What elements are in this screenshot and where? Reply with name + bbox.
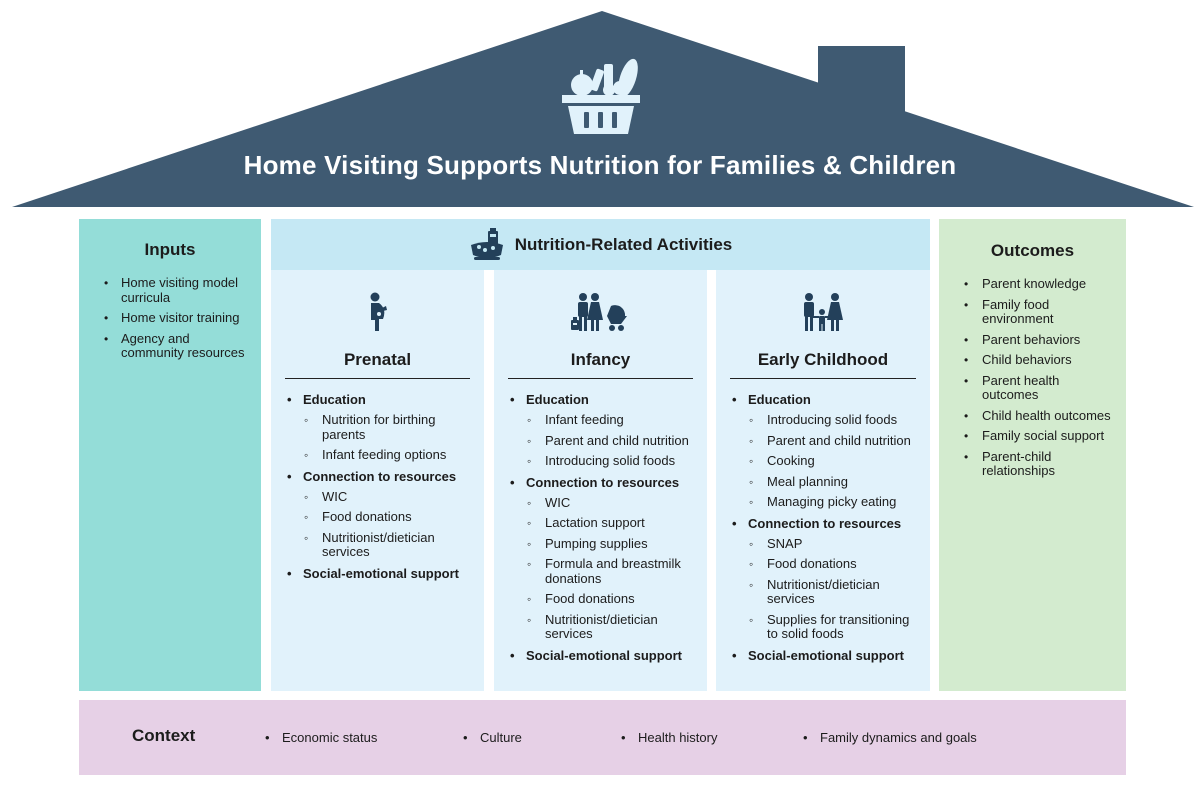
outcomes-title: Outcomes — [990, 241, 1075, 260]
list-item: ◦ Parent and child nutrition — [730, 434, 930, 449]
context-item: • Health history — [638, 730, 717, 745]
activities-title: Nutrition-Related Activities — [514, 234, 733, 254]
category-label: • Connection to resources — [508, 475, 707, 490]
family-stroller-icon — [571, 292, 631, 332]
list-item: ◦ Nutritionist/dietician services — [285, 531, 484, 560]
list-item: • Agency and community resources — [79, 332, 261, 361]
list-item: ◦ Lactation support — [508, 516, 707, 531]
list-item: ◦ Managing picky eating — [730, 495, 930, 510]
stage-title: Infancy — [570, 350, 631, 369]
list-item: ◦ Pumping supplies — [508, 537, 707, 552]
list-item: • Child health outcomes — [939, 409, 1126, 424]
category-label: • Education — [508, 392, 707, 407]
activities-header — [271, 219, 930, 270]
list-item: ◦ Supplies for transitioning to solid foods — [730, 613, 930, 642]
list-item: ◦ Introducing solid foods — [508, 454, 707, 469]
context-item: • Economic status — [282, 730, 377, 745]
list-item: ◦ WIC — [285, 490, 484, 505]
stage-title: Early Childhood — [757, 350, 889, 369]
category-label: • Social-emotional support — [730, 648, 930, 663]
outcomes-list — [939, 277, 1126, 479]
food-bowl-icon — [469, 228, 505, 262]
inputs-list — [79, 276, 261, 361]
house-roof — [0, 0, 1200, 215]
list-item: • Family food environment — [939, 298, 1126, 327]
list-item: ◦ Formula and breastmilk donations — [508, 557, 707, 586]
list-item: ◦ Food donations — [285, 510, 484, 525]
context-panel — [79, 700, 1126, 775]
stage-infancy — [494, 270, 707, 691]
category-label: • Connection to resources — [285, 469, 484, 484]
context-item: • Culture — [480, 730, 522, 745]
category-label: • Social-emotional support — [285, 566, 484, 581]
list-item: ◦ Nutritionist/dietician services — [508, 613, 707, 642]
inputs-panel — [79, 219, 261, 691]
list-item: • Parent knowledge — [939, 277, 1126, 292]
list-item: • Parent behaviors — [939, 333, 1126, 348]
list-item: • Parent health outcomes — [939, 374, 1126, 403]
stage-prenatal — [271, 270, 484, 691]
list-item: ◦ Meal planning — [730, 475, 930, 490]
stage-early-childhood — [716, 270, 930, 691]
context-item: • Family dynamics and goals — [820, 730, 977, 745]
list-item: ◦ Food donations — [730, 557, 930, 572]
list-item: ◦ WIC — [508, 496, 707, 511]
category-label: • Education — [285, 392, 484, 407]
list-item: ◦ Infant feeding options — [285, 448, 484, 463]
category-label: • Social-emotional support — [508, 648, 707, 663]
list-item: • Home visitor training — [79, 311, 261, 326]
list-item: • Family social support — [939, 429, 1126, 444]
outcomes-panel — [939, 219, 1126, 691]
family-child-icon — [799, 292, 847, 332]
list-item: ◦ Nutritionist/dietician services — [730, 578, 930, 607]
context-title: Context — [132, 726, 196, 745]
list-item: • Home visiting model curricula — [79, 276, 261, 305]
list-item: ◦ Introducing solid foods — [730, 413, 930, 428]
category-label: • Connection to resources — [730, 516, 930, 531]
category-label: • Education — [730, 392, 930, 407]
list-item: ◦ Food donations — [508, 592, 707, 607]
page-title: Home Visiting Supports Nutrition for Families & Children — [243, 150, 957, 180]
list-item: • Child behaviors — [939, 353, 1126, 368]
list-item: ◦ Infant feeding — [508, 413, 707, 428]
list-item: • Parent-child relationships — [939, 450, 1126, 479]
list-item: ◦ Cooking — [730, 454, 930, 469]
pregnant-parent-icon — [365, 292, 391, 332]
list-item: ◦ Parent and child nutrition — [508, 434, 707, 449]
stage-title: Prenatal — [343, 350, 412, 369]
list-item: ◦ Nutrition for birthing parents — [285, 413, 484, 442]
list-item: ◦ SNAP — [730, 537, 930, 552]
inputs-title: Inputs — [144, 240, 196, 259]
